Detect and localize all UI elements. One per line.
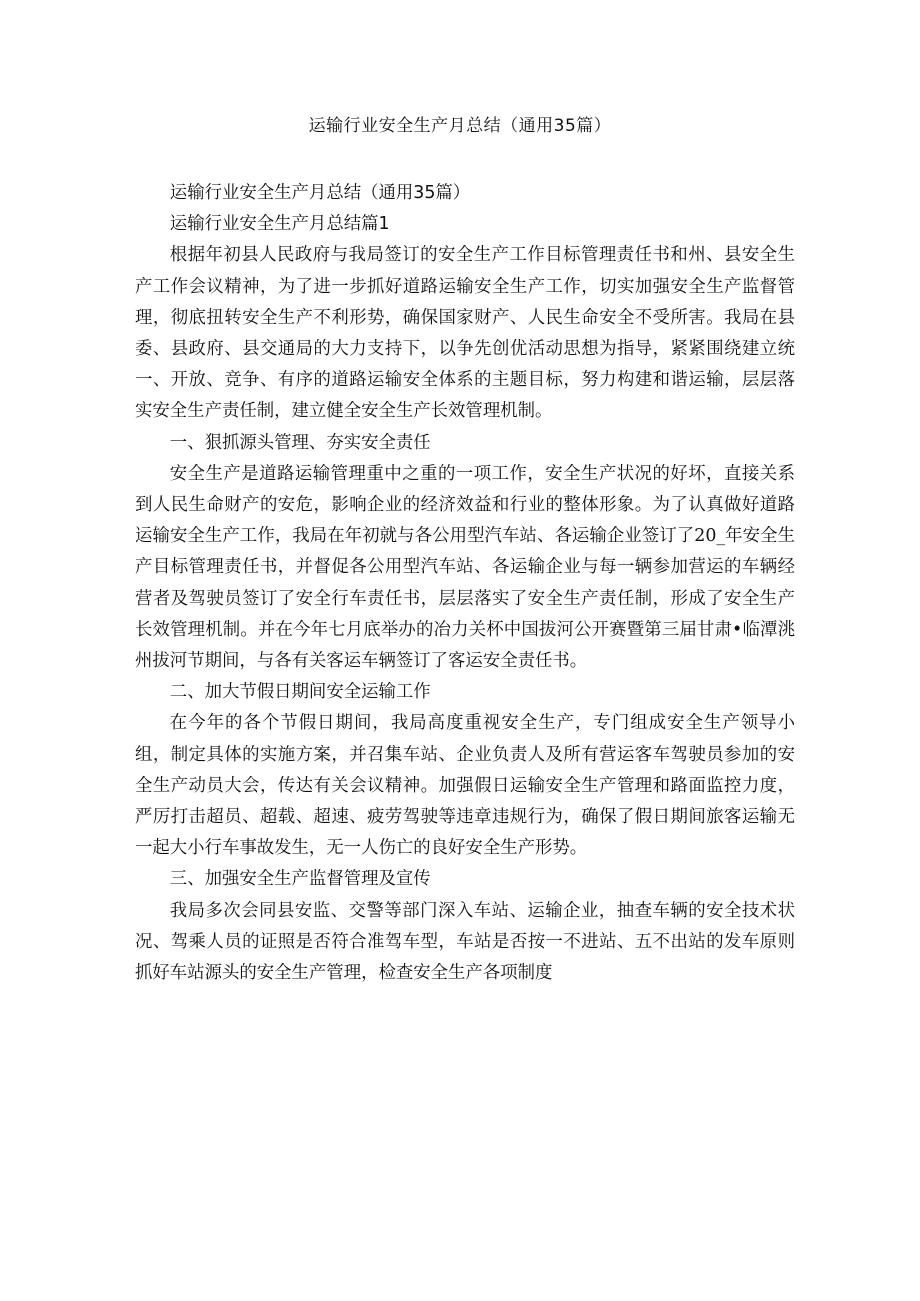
section-title-paragraph: 运输行业安全生产月总结篇1	[169, 214, 390, 235]
document-body	[135, 178, 795, 989]
body-paragraph: 安全生产是道路运输管理重中之重的一项工作，安全生产状况的好坏，直接关系到人民生命财产的安危，影响企业的经济效益和行业的整体形象。为了认真做好道路运输安全生产工作，我局在年初就与各公用型汽车站、各运输企业签订了20_年安全生产目标管理责任书，并督促各公用型汽车站、各运输企业与每一辆参加营运的车辆经营者及驾驶员签订了安全行车责任书，层层落实了安全生产责任制，形成了安全生产长效管理机制。并在今年七月底举办的冶力关杯中国拔河公开赛暨第三届甘肃•临潭洮州拔河节期间，与各有关客运车辆签订了客运安全责任书。	[135, 463, 795, 672]
subtitle-paragraph: 运输行业安全生产月总结（通用35篇）	[169, 183, 471, 203]
document-title: 运输行业安全生产月总结（通用35篇）	[308, 116, 612, 136]
body-paragraph: 根据年初县人民政府与我局签订的安全生产工作目标管理责任书和州、县安全生产工作会议精神，为了进一步抓好道路运输安全生产工作，切实加强安全生产监督管理，彻底扭转安全生产不利形势，确保国家财产、人民生命安全不受所害。我局在县委、县政府、县交通局的大力支持下，以争先创优活动思想为指导，紧紧围绕建立统一、开放、竞争、有序的道路运输安全体系的主题目标，努力构建和谐运输，层层落实安全生产责任制，建立健全安全生产长效管理机制。	[135, 245, 795, 422]
body-paragraph: 在今年的各个节假日期间，我局高度重视安全生产，专门组成安全生产领导小组，制定具体的实施方案，并召集车站、企业负责人及所有营运客车驾驶员参加的安全生产动员大会，传达有关会议精神。加强假日运输安全生产管理和路面监控力度，严厉打击超员、超载、超速、疲劳驾驶等违章违规行为，确保了假日期间旅客运输无一起大小行车事故发生，无一人伤亡的良好安全生产形势。	[135, 713, 795, 859]
body-paragraph: 我局多次会同县安监、交警等部门深入车站、运输企业，抽查车辆的安全技术状况、驾乘人员的证照是否符合准驾车型，车站是否按一不进站、五不出站的发车原则抓好车站源头的安全生产管理，检查安全生产各项制度	[135, 900, 795, 984]
section-heading-3: 三、加强安全生产监督管理及宣传	[169, 869, 431, 890]
section-heading-1: 一、狠抓源头管理、夯实安全责任	[169, 432, 431, 453]
section-heading-2: 二、加大节假日期间安全运输工作	[169, 682, 431, 703]
